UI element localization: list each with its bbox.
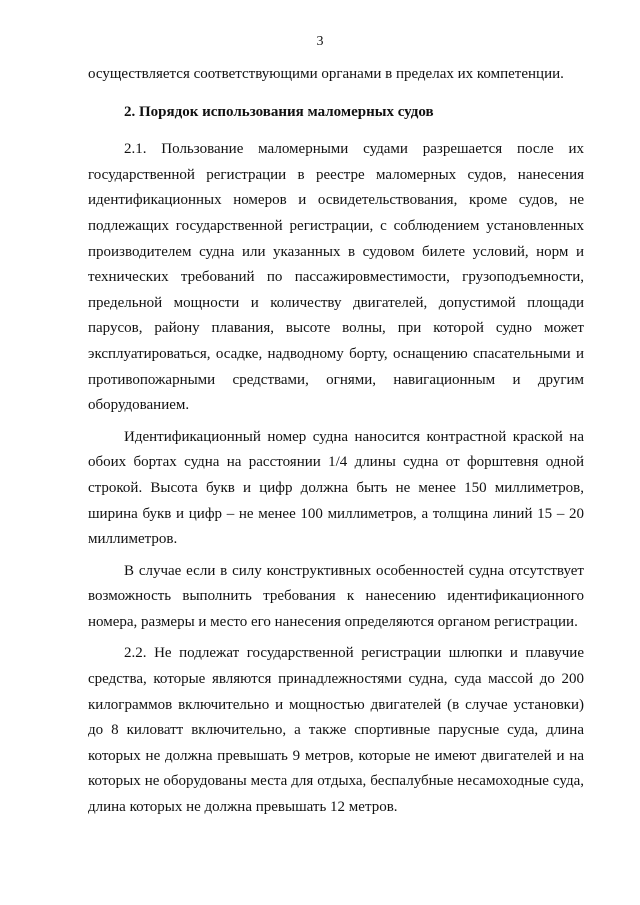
intro-line: осуществляется соответствующими органами в пределах их компетенции. <box>88 66 564 82</box>
section-heading: 2. Порядок использования маломерных судов <box>124 103 434 120</box>
page-number: 3 <box>316 34 324 49</box>
paragraph-design-features: В случае если в силу конструктивных особенностей судна отсутствует возможность выполнить требования к нанесению идентификационного номера, размеры и место его нанесения определяются органом регистрации. <box>88 562 584 630</box>
paragraph-identification-number: Идентификационный номер судна наносится контрастной краской на обоих бортах судна на расстоянии 1/4 длины судна от форштевня одной строкой. Высота букв и цифр должна быть не менее 150 миллиметров, ширина букв и цифр – не менее 100 миллиметров, а толщина линий 15 – 20 миллиметров. <box>88 428 584 548</box>
paragraph-2-1: 2.1. Пользование маломерными судами разрешается после их государственной регистрации в реестре маломерных судов, нанесения идентификационных номеров и освидетельствования, кроме судов, не подлежащих государственной регистрации, с соблюдением установленных производителем судна или указанных в судовом билете условий, норм и технических требований по пассажировместимости, грузоподъемности, предельной мощности и количеству двигателей, допустимой площади парусов, району плавания, высоте волны, при которой судно может эксплуатироваться, осадке, надводному борту, оснащению спасательными и противопожарными средствами, огнями, навигационным и другим оборудованием. <box>88 141 584 414</box>
paragraph-2-2: 2.2. Не подлежат государственной регистрации шлюпки и плавучие средства, которые являются принадлежностями судна, суда массой до 200 килограммов включительно и мощностью двигателей (в случае установки) до 8 киловатт включительно, а также спортивные парусные суда, длина которых не должна превышать 9 метров, которые не имеют двигателей и на которых не оборудованы места для отдыха, беспалубные несамоходные суда, длина которых не должна превышать 12 метров. <box>88 645 584 816</box>
document-body <box>88 62 584 821</box>
